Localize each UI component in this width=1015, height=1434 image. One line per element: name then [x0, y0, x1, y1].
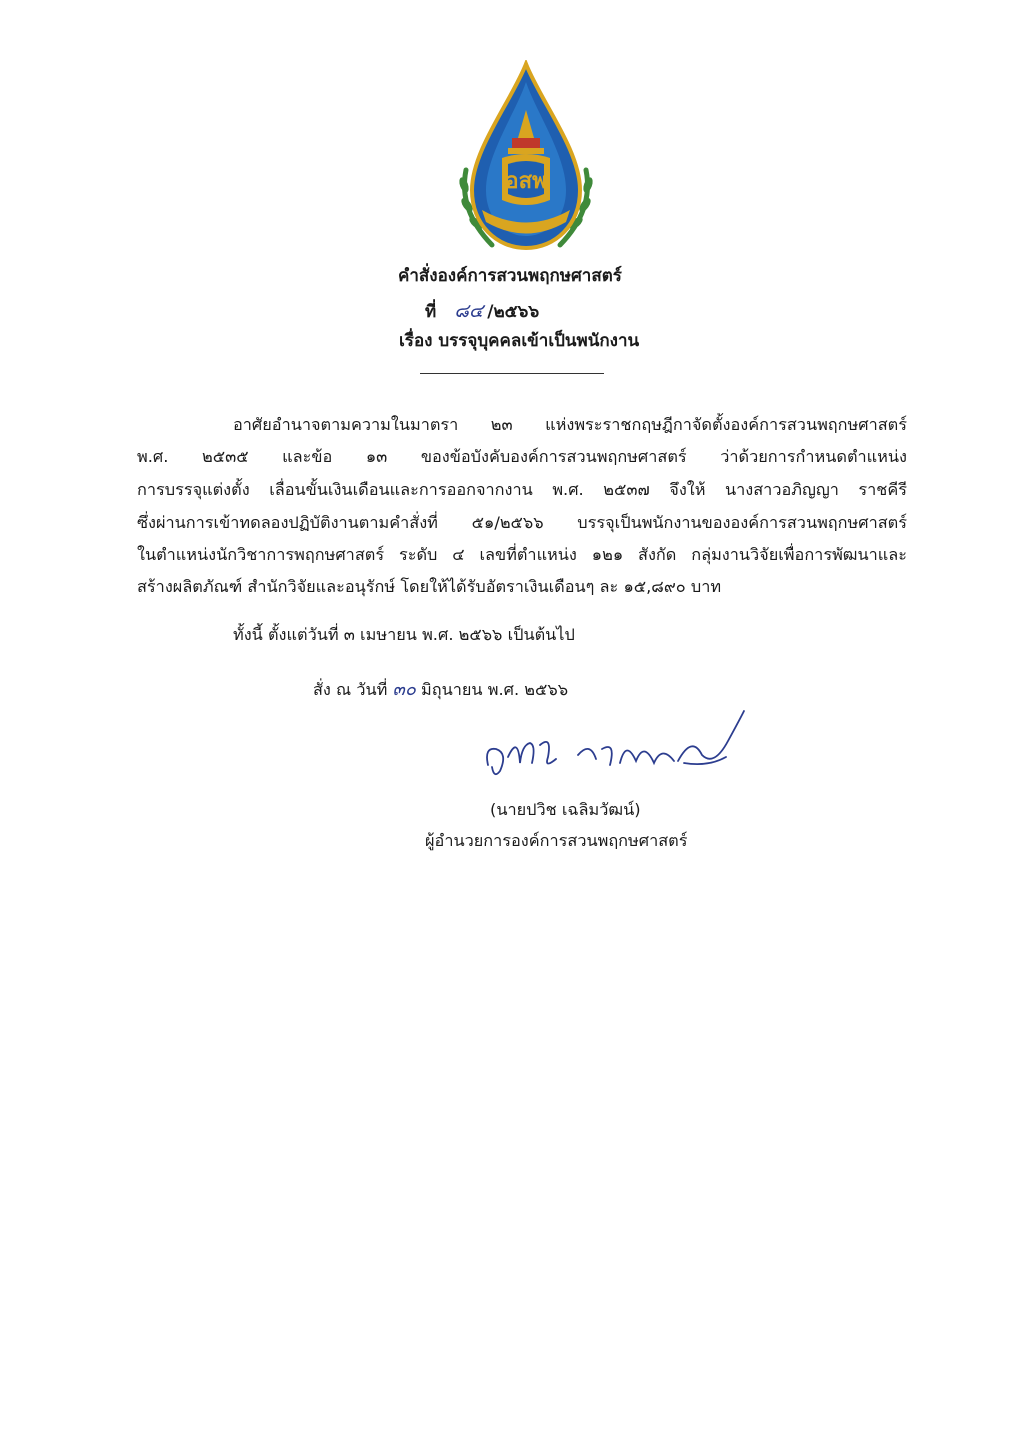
order-number-suffix: /๒๕๖๖ [487, 302, 540, 322]
order-date-prefix: สั่ง ณ วันที่ [313, 680, 393, 699]
header-divider [420, 373, 604, 374]
order-date-day-handwritten: ๓๐ [392, 679, 416, 700]
order-date-suffix: มิถุนายน พ.ศ. ๒๕๖๖ [415, 680, 569, 699]
organization-logo [452, 60, 600, 260]
order-date [313, 674, 568, 703]
document-subject: เรื่อง บรรจุบุคคลเข้าเป็นพนักงาน [399, 331, 640, 351]
signatory-name: (นายปวิช เฉลิมวัฒน์) [490, 800, 641, 819]
body-line: ซึ่งผ่านการเข้าทดลองปฏิบัติงานตามคำสั่งที่ ๕๑/๒๕๖๖ บรรจุเป็นพนักงานขององค์การสวนพฤกษศาสตร์ [137, 513, 907, 532]
body-line: พ.ศ. ๒๕๓๕ และข้อ ๑๓ ของข้อบังคับองค์การสวนพฤกษศาสตร์ ว่าด้วยการกำหนดตำแหน่ง [137, 447, 907, 466]
effective-date: ทั้งนี้ ตั้งแต่วันที่ ๓ เมษายน พ.ศ. ๒๕๖๖ เป็นต้นไป [233, 625, 575, 644]
order-number [425, 296, 539, 326]
body-line: การบรรจุแต่งตั้ง เลื่อนขั้นเงินเดือนและการออกจากงาน พ.ศ. ๒๕๓๗ จึงให้ นางสาวอภิญญา ราชคีรี [137, 480, 907, 499]
order-number-label: ที่ [425, 302, 437, 322]
handwritten-signature [478, 705, 758, 785]
document-title: คำสั่งองค์การสวนพฤกษศาสตร์ [398, 266, 622, 286]
svg-text:อสพ: อสพ [505, 168, 547, 194]
body-line: อาศัยอำนาจตามความในมาตรา ๒๓ แห่งพระราชกฤษฎีกาจัดตั้งองค์การสวนพฤกษศาสตร์ [233, 415, 907, 434]
order-number-handwritten: ๘๔ [454, 300, 484, 322]
signatory-position: ผู้อำนวยการองค์การสวนพฤกษศาสตร์ [425, 831, 688, 850]
body-line: ในตำแหน่งนักวิชาการพฤกษศาสตร์ ระดับ ๔ เลขที่ตำแหน่ง ๑๒๑ สังกัด กลุ่มงานวิจัยเพื่อการพัฒนาและ [137, 545, 907, 564]
body-line: สร้างผลิตภัณฑ์ สำนักวิจัยและอนุรักษ์ โดยให้ได้รับอัตราเงินเดือนๆ ละ ๑๕,๘๙๐ บาท [137, 577, 722, 596]
